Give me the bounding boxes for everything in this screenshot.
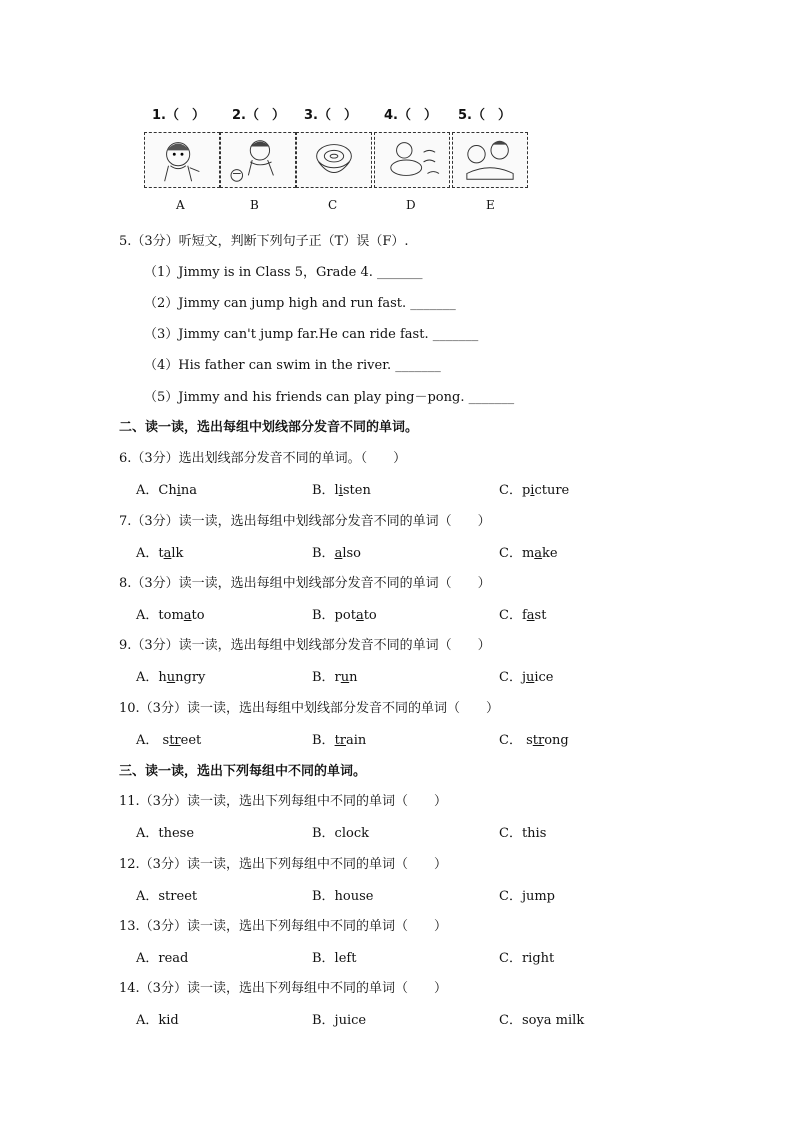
picture-number-1: 1.（ ） [152,108,205,123]
option-text: C．j [499,670,526,685]
option-text-rest: n [349,670,358,685]
option-text: A．t [136,546,164,561]
option-text: B．juice [312,1013,367,1028]
option-b [312,729,366,748]
option-b [312,947,356,966]
question-stem: 9.（3分）读一读，选出每组中划线部分发音不同的单词（ ） [119,638,491,653]
option-text: C．m [499,546,535,561]
option-text: C． s [499,733,533,748]
option-text: B．clock [312,826,369,841]
underlined-letters: tr [334,733,347,748]
option-text: C．soya milk [499,1013,585,1028]
option-text-rest: ngry [175,670,206,685]
section-2-heading: 二、读一读，选出每组中划线部分发音不同的单词。 [119,420,419,435]
picture-letter-e: E [486,198,495,212]
option-b [312,666,358,685]
q5-item-1: （1）Jimmy is in Class 5，Grade 4. _______ [144,265,423,280]
option-text-rest: sten [342,483,371,498]
option-b [312,542,361,561]
option-a [136,729,201,748]
q5-item-4: （4）His father can swim in the river. _______ [144,358,441,373]
underlined-letters: a [526,608,535,623]
option-b [312,822,369,841]
option-text: B． [312,546,335,561]
underlined-letters: i [530,483,535,498]
picture-strip [140,104,530,212]
option-c [499,604,546,623]
picture-a-girl [144,132,220,188]
option-text-rest: eet [180,733,202,748]
picture-number-5: 5.（ ） [458,108,511,123]
underlined-letters: a [334,546,343,561]
option-text: C．f [499,608,527,623]
option-text-rest: st [534,608,547,623]
underlined-letters: tr [169,733,181,748]
option-c [499,729,569,748]
option-text: A． s [136,733,170,748]
option-b [312,479,371,498]
section-3-heading: 三、读一读，选出下列每组中不同的单词。 [119,764,367,779]
option-a [136,604,205,623]
underlined-letters: i [176,483,181,498]
option-text: B． [312,733,335,748]
underlined-letters: u [340,670,350,685]
option-text: B．pot [312,608,356,623]
option-text: C．p [499,483,531,498]
option-text: C．jump [499,889,555,904]
option-c [499,947,554,966]
question-stem: 12.（3分）读一读，选出下列每组中不同的单词（ ） [119,857,447,872]
question-stem: 10.（3分）读一读，选出每组中划线部分发音不同的单词（ ） [119,701,499,716]
option-a [136,479,197,498]
option-b [312,604,377,623]
question-stem: 6.（3分）选出划线部分发音不同的单词。（ ） [119,451,407,466]
option-b [312,885,374,904]
q5-item-2: （2）Jimmy can jump high and run fast. _______ [144,296,456,311]
option-b [312,1009,366,1028]
option-text: A．tom [136,608,184,623]
option-text: A．read [136,951,189,966]
option-a [136,885,197,904]
option-a [136,1009,179,1028]
q5-title: 5.（3分）听短文，判断下列句子正（T）误（F）. [119,234,409,249]
option-text: A．kid [136,1013,179,1028]
option-text: A．Ch [136,483,177,498]
picture-c-noodles [296,132,372,188]
option-a [136,666,205,685]
picture-b-boy-football [220,132,296,188]
option-text: B．l [312,483,339,498]
option-text-rest: lso [342,546,361,561]
underlined-letters: i [338,483,343,498]
option-text: B．r [312,670,341,685]
picture-letter-c: C [328,198,338,212]
question-stem: 11.（3分）读一读，选出下列每组中不同的单词（ ） [119,794,447,809]
option-text: B．house [312,889,374,904]
option-text-rest: na [180,483,198,498]
picture-letter-a: A [176,198,185,212]
question-stem: 8.（3分）读一读，选出每组中划线部分发音不同的单词（ ） [119,576,491,591]
question-stem: 13.（3分）读一读，选出下列每组中不同的单词（ ） [119,919,447,934]
option-text: A．these [136,826,195,841]
question-stem: 7.（3分）读一读，选出每组中划线部分发音不同的单词（ ） [119,514,491,529]
option-c [499,666,554,685]
option-text: C．right [499,951,555,966]
option-c [499,822,546,841]
option-text-rest: cture [534,483,570,498]
option-text-rest: ke [542,546,558,561]
option-a [136,542,183,561]
underlined-letters: a [355,608,364,623]
option-text-rest: ice [534,670,554,685]
option-text: A．h [136,670,167,685]
option-text: C．this [499,826,547,841]
picture-number-4: 4.（ ） [384,108,437,123]
underlined-letters: u [525,670,535,685]
picture-e-children-reading [452,132,528,188]
option-a [136,822,194,841]
option-text-rest: to [191,608,205,623]
option-text-rest: ong [544,733,569,748]
picture-number-2: 2.（ ） [232,108,285,123]
option-a [136,947,188,966]
question-stem: 14.（3分）读一读，选出下列每组中不同的单词（ ） [119,981,447,996]
option-text-rest: ain [346,733,367,748]
option-text-rest: lk [171,546,184,561]
underlined-letters: tr [532,733,545,748]
option-text: A．street [136,889,198,904]
option-c [499,885,555,904]
q5-item-3: （3）Jimmy can't jump far.He can ride fast. _______ [144,327,479,342]
picture-letter-b: B [250,198,259,212]
option-c [499,479,569,498]
picture-d-swimming [374,132,450,188]
option-c [499,542,558,561]
picture-letter-d: D [406,198,416,212]
underlined-letters: u [166,670,176,685]
underlined-letters: a [534,546,543,561]
option-text: B．left [312,951,357,966]
option-c [499,1009,584,1028]
q5-item-5: （5）Jimmy and his friends can play ping－pong. _______ [144,390,515,405]
underlined-letters: a [183,608,192,623]
underlined-letters: a [163,546,172,561]
picture-number-3: 3.（ ） [304,108,357,123]
option-text-rest: to [363,608,377,623]
